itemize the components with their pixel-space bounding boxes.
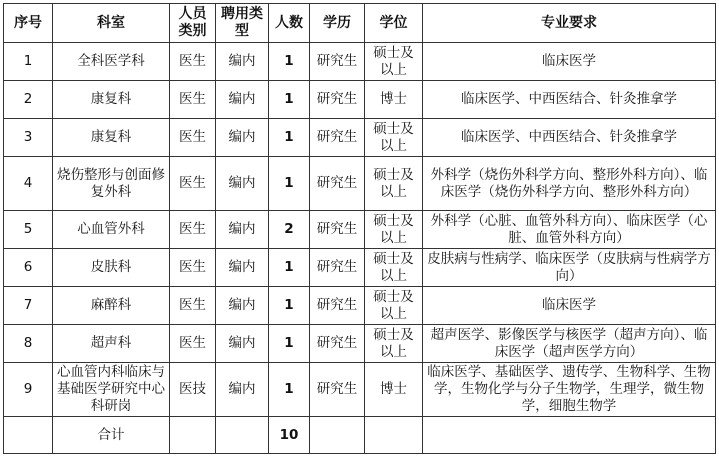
- cell-degree: 硕士及以上: [365, 157, 423, 211]
- cell-dept: 皮肤科: [53, 249, 170, 287]
- cell-count: 1: [269, 81, 310, 119]
- cell-category: 医生: [170, 157, 216, 211]
- cell-empty: [365, 417, 423, 454]
- cell-dept: 心血管内科临床与基础医学研究中心科研岗: [53, 363, 170, 417]
- cell-education: 研究生: [310, 325, 365, 363]
- cell-empty: [170, 417, 216, 454]
- cell-no: 2: [4, 81, 53, 119]
- cell-dept: 烧伤整形与创面修复外科: [53, 157, 170, 211]
- cell-education: 研究生: [310, 211, 365, 249]
- cell-dept: 心血管外科: [53, 211, 170, 249]
- cell-degree: 硕士及以上: [365, 325, 423, 363]
- cell-dept: 超声科: [53, 325, 170, 363]
- cell-degree: 博士: [365, 81, 423, 119]
- cell-no: 4: [4, 157, 53, 211]
- cell-degree: 硕士及以上: [365, 43, 423, 81]
- total-count: 10: [269, 417, 310, 454]
- cell-category: 医生: [170, 325, 216, 363]
- cell-type: 编内: [216, 119, 269, 157]
- cell-degree: 硕士及以上: [365, 249, 423, 287]
- cell-category: 医生: [170, 249, 216, 287]
- cell-type: 编内: [216, 211, 269, 249]
- cell-requirements: 临床医学: [423, 287, 716, 325]
- cell-degree: 硕士及以上: [365, 287, 423, 325]
- header-no: 序号: [4, 4, 53, 43]
- cell-education: 研究生: [310, 119, 365, 157]
- header-dept: 科室: [53, 4, 170, 43]
- cell-degree: 硕士及以上: [365, 119, 423, 157]
- table-row: [4, 119, 716, 157]
- cell-category: 医技: [170, 363, 216, 417]
- cell-no: 1: [4, 43, 53, 81]
- cell-type: 编内: [216, 249, 269, 287]
- cell-requirements: 皮肤病与性病学、临床医学（皮肤病与性病学方向）: [423, 249, 716, 287]
- total-label: 合计: [53, 417, 170, 454]
- cell-no: 7: [4, 287, 53, 325]
- cell-count: 2: [269, 211, 310, 249]
- cell-empty: [423, 417, 716, 454]
- table-row: [4, 363, 716, 417]
- cell-dept: 全科医学科: [53, 43, 170, 81]
- header-type: 聘用类型: [216, 4, 269, 43]
- cell-no: 5: [4, 211, 53, 249]
- cell-education: 研究生: [310, 81, 365, 119]
- cell-degree: 硕士及以上: [365, 211, 423, 249]
- cell-category: 医生: [170, 287, 216, 325]
- cell-no: 8: [4, 325, 53, 363]
- cell-count: 1: [269, 363, 310, 417]
- cell-empty: [216, 417, 269, 454]
- cell-education: 研究生: [310, 363, 365, 417]
- table-row: [4, 249, 716, 287]
- table-row: [4, 211, 716, 249]
- cell-type: 编内: [216, 363, 269, 417]
- cell-count: 1: [269, 287, 310, 325]
- cell-requirements: 外科学（心脏、血管外科方向）、临床医学（心脏、血管外科方向）: [423, 211, 716, 249]
- header-row: [4, 4, 716, 43]
- cell-education: 研究生: [310, 287, 365, 325]
- cell-dept: 康复科: [53, 81, 170, 119]
- cell-category: 医生: [170, 81, 216, 119]
- cell-type: 编内: [216, 81, 269, 119]
- table-row: [4, 157, 716, 211]
- total-row: [4, 417, 716, 454]
- cell-count: 1: [269, 43, 310, 81]
- cell-requirements: 外科学（烧伤外科学方向、整形外科方向）、临床医学（烧伤外科学方向、整形外科方向）: [423, 157, 716, 211]
- table-row: [4, 81, 716, 119]
- cell-requirements: 临床医学、基础医学、遗传学、生物科学、生物学，生物化学与分子生物学，生理学，微生物学，细胞生物学: [423, 363, 716, 417]
- cell-type: 编内: [216, 325, 269, 363]
- cell-requirements: 临床医学、中西医结合、针灸推拿学: [423, 81, 716, 119]
- table-row: [4, 43, 716, 81]
- cell-type: 编内: [216, 157, 269, 211]
- cell-type: 编内: [216, 287, 269, 325]
- cell-requirements: 临床医学: [423, 43, 716, 81]
- cell-type: 编内: [216, 43, 269, 81]
- cell-requirements: 超声医学、影像医学与核医学（超声方向）、临床医学（超声医学方向）: [423, 325, 716, 363]
- table-row: [4, 325, 716, 363]
- cell-dept: 麻醉科: [53, 287, 170, 325]
- header-category: 人员类别: [170, 4, 216, 43]
- cell-empty: [4, 417, 53, 454]
- cell-count: 1: [269, 119, 310, 157]
- header-requirements: 专业要求: [423, 4, 716, 43]
- cell-requirements: 临床医学、中西医结合、针灸推拿学: [423, 119, 716, 157]
- table-row: [4, 287, 716, 325]
- cell-category: 医生: [170, 43, 216, 81]
- header-degree: 学位: [365, 4, 423, 43]
- cell-education: 研究生: [310, 157, 365, 211]
- cell-empty: [310, 417, 365, 454]
- cell-no: 6: [4, 249, 53, 287]
- cell-education: 研究生: [310, 43, 365, 81]
- cell-education: 研究生: [310, 249, 365, 287]
- cell-category: 医生: [170, 119, 216, 157]
- cell-category: 医生: [170, 211, 216, 249]
- cell-degree: 博士: [365, 363, 423, 417]
- cell-count: 1: [269, 325, 310, 363]
- header-count: 人数: [269, 4, 310, 43]
- cell-no: 9: [4, 363, 53, 417]
- cell-count: 1: [269, 249, 310, 287]
- cell-count: 1: [269, 157, 310, 211]
- recruitment-table: [3, 3, 716, 454]
- cell-dept: 康复科: [53, 119, 170, 157]
- header-education: 学历: [310, 4, 365, 43]
- cell-no: 3: [4, 119, 53, 157]
